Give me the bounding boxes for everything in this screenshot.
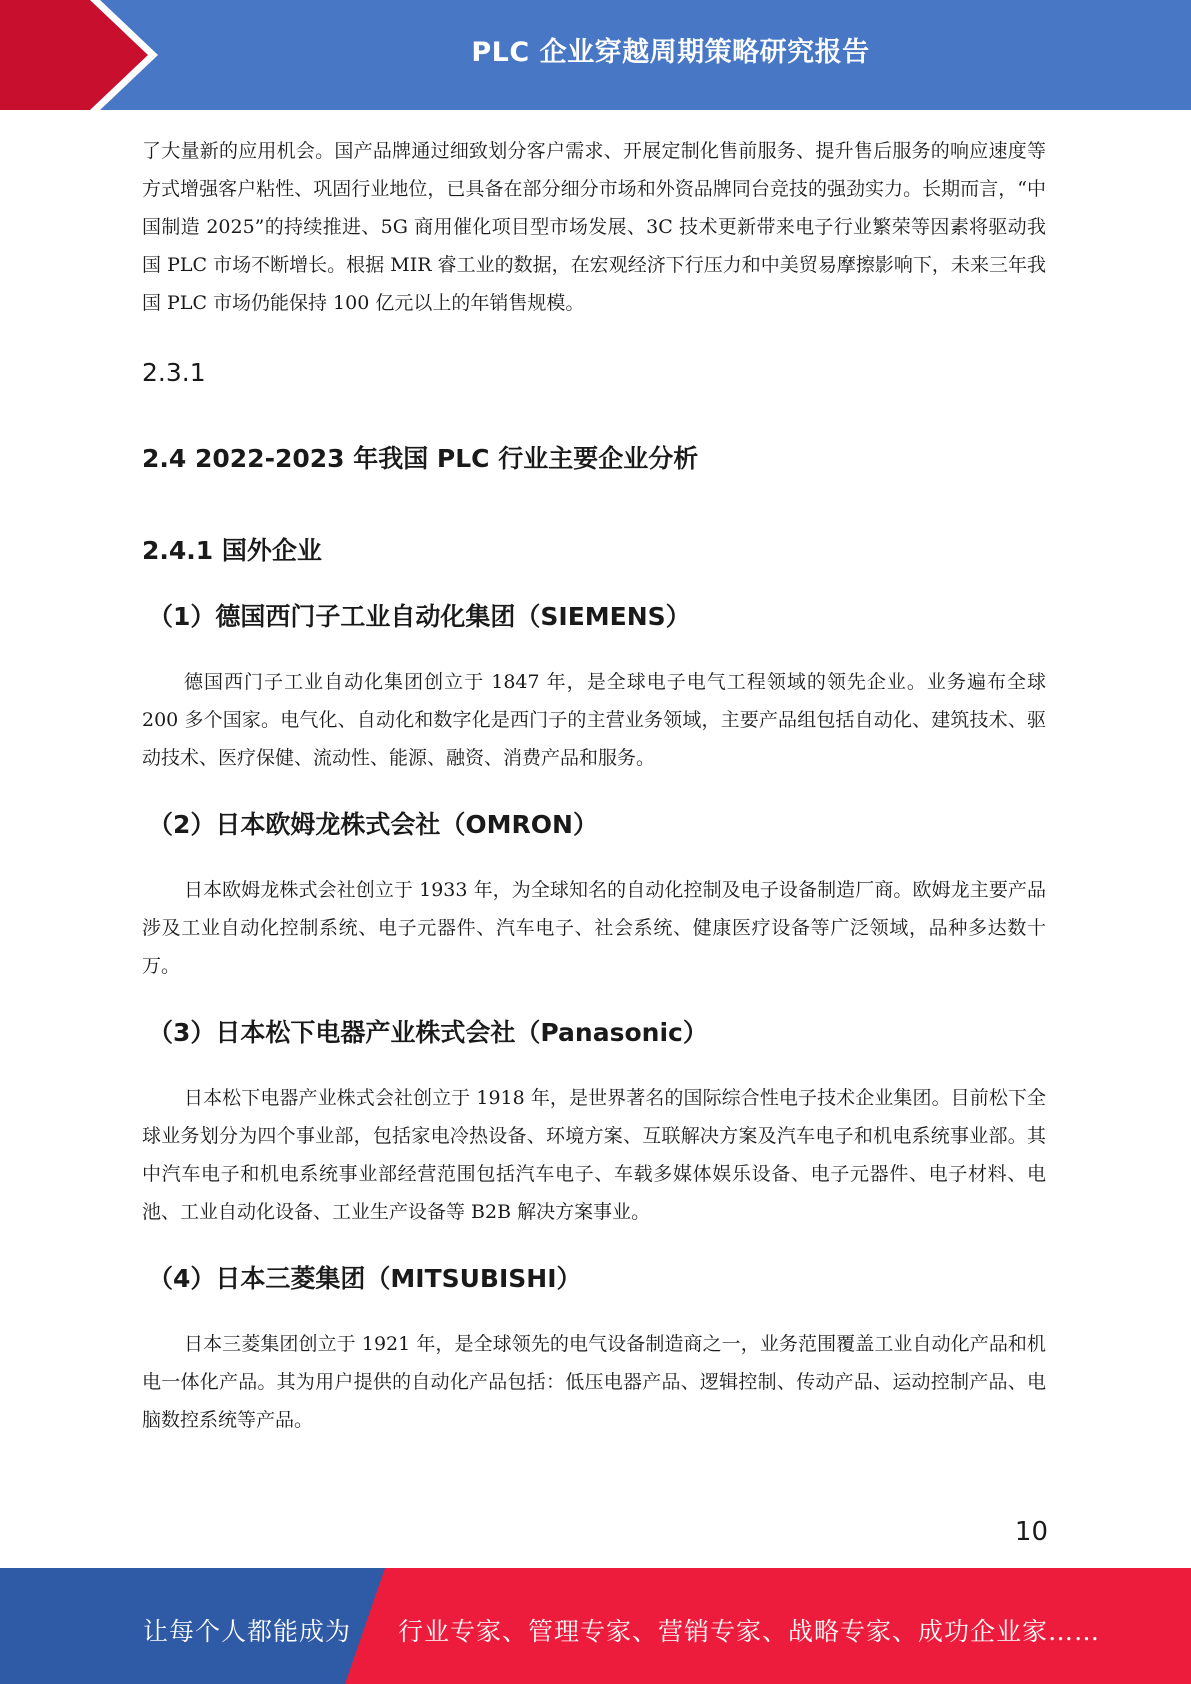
page-footer [0, 1568, 1191, 1684]
main-content [142, 132, 1046, 1439]
company-text-panasonic: 日本松下电器产业株式会社创立于 1918 年，是世界著名的国际综合性电子技术企业集团。目前松下全球业务划分为四个事业部，包括家电冷热设备、环境方案、互联解决方案及汽车电子和机电系统事业部。其中汽车电子和机电系统事业部经营范围包括汽车电子、车载多媒体娱乐设备、电子元器件、电子材料、电池、工业自动化设备、工业生产设备等 B2B 解决方案事业。 [142, 1087, 1046, 1223]
company-heading-mitsubishi: （4）日本三菱集团（MITSUBISHI） [148, 1264, 582, 1293]
company-text-siemens: 德国西门子工业自动化集团创立于 1847 年，是全球电子电气工程领域的领先企业。业务遍布全球 200 多个国家。电气化、自动化和数字化是西门子的主营业务领域，主要产品组包括自动化、建筑技术、驱动技术、医疗保健、流动性、能源、融资、消费产品和服务。 [142, 671, 1046, 769]
section-heading-2-4-1: 2.4.1 国外企业 [142, 536, 322, 565]
red-chevron-icon [0, 0, 160, 110]
page-number: 10 [1014, 1517, 1048, 1547]
section-heading-2-3-1: 2.3.1 [142, 358, 206, 387]
page-header [0, 0, 1191, 110]
company-heading-panasonic: （3）日本松下电器产业株式会社（Panasonic） [148, 1018, 708, 1047]
section-heading-2-4: 2.4 2022-2023 年我国 PLC 行业主要企业分析 [142, 444, 699, 473]
company-heading-omron: （2）日本欧姆龙株式会社（OMRON） [148, 810, 598, 839]
company-text-omron: 日本欧姆龙株式会社创立于 1933 年，为全球知名的自动化控制及电子设备制造厂商。欧姆龙主要产品涉及工业自动化控制系统、电子元器件、汽车电子、社会系统、健康医疗设备等广泛领域，品种多达数十万。 [142, 879, 1046, 977]
report-title: PLC 企业穿越周期策略研究报告 [471, 37, 870, 68]
footer-slogan-right: 行业专家、管理专家、营销专家、战略专家、成功企业家…… [398, 1617, 1101, 1646]
footer-slogan-left: 让每个人都能成为 [143, 1617, 352, 1646]
intro-paragraph: 了大量新的应用机会。国产品牌通过细致划分客户需求、开展定制化售前服务、提升售后服务的响应速度等方式增强客户粘性、巩固行业地位，已具备在部分细分市场和外资品牌同台竞技的强劲实力。长期而言，“中国制造 2025”的持续推进、5G 商用催化项目型市场发展、3C 技术更新带来电子行业繁荣等因素将驱动我国 PLC 市场不断增长。根据 MIR 睿工业的数据，在宏观经济下行压力和中美贸易摩擦影响下，未来三年我国 PLC 市场仍能保持 100 亿元以上的年销售规模。 [142, 140, 1046, 314]
company-text-mitsubishi: 日本三菱集团创立于 1921 年，是全球领先的电气设备制造商之一，业务范围覆盖工业自动化产品和机电一体化产品。其为用户提供的自动化产品包括：低压电器产品、逻辑控制、传动产品、运动控制产品、电脑数控系统等产品。 [142, 1333, 1046, 1431]
company-heading-siemens: （1）德国西门子工业自动化集团（SIEMENS） [148, 602, 691, 631]
